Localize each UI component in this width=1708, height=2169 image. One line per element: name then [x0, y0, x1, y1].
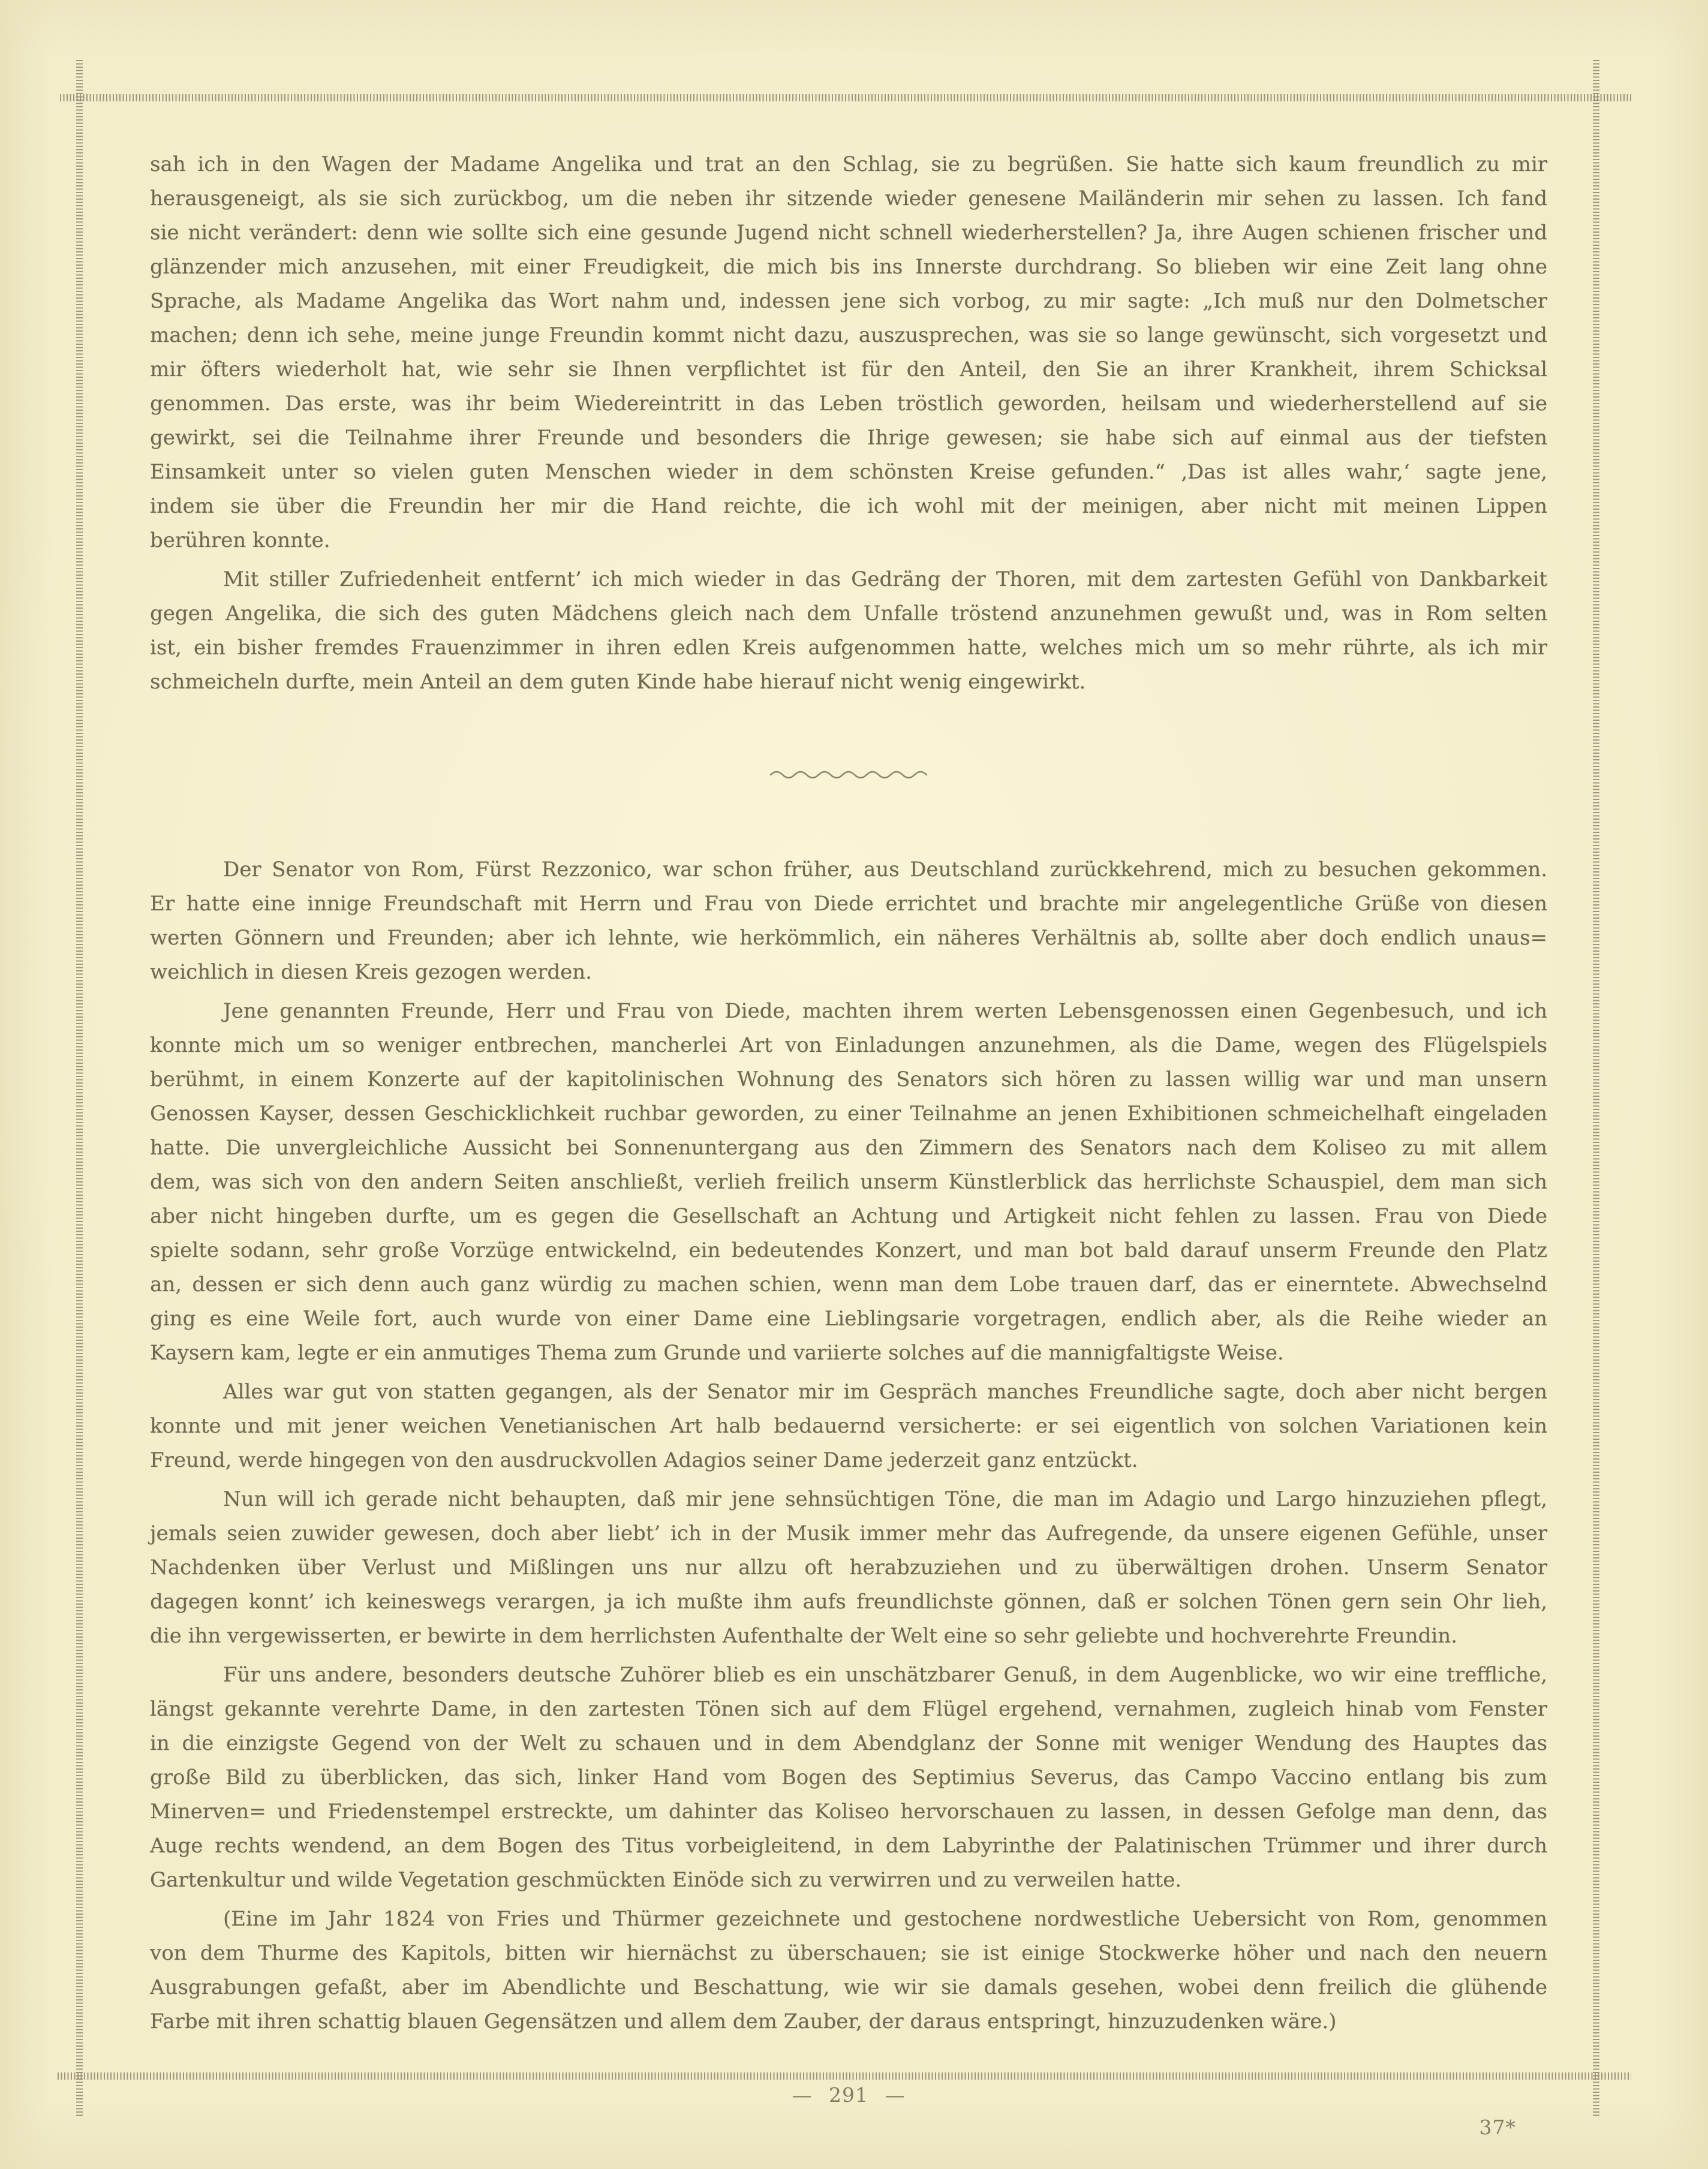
- text-line: die ihn vergewisserten, er bewirte in dem herrlichsten Aufenthalte der Welt eine so sehr geliebte und hochverehrte Freundin.: [150, 1624, 1457, 1648]
- text-line: Kaysern kam, legte er ein anmutiges Thema zum Grunde und variierte solches auf die mannigfaltigste Weise.: [150, 1341, 1284, 1365]
- frame-left-rule: [76, 60, 83, 2118]
- text-line: indem sie über die Freundin her mir die Hand reichte, die ich wohl mit der meinigen, aber nicht mit meinen Lippen: [150, 494, 1547, 518]
- text-line: Einsamkeit unter so vielen guten Menschen wieder in dem schönsten Kreise gefunden.“ ‚Das ist alles wahr,‘ sagte jene,: [150, 460, 1547, 484]
- text-line: längst gekannte verehrte Dame, in den zartesten Tönen sich auf dem Flügel ergehend, vernahmen, zugleich hinab vom Fenster: [150, 1697, 1547, 1721]
- text-line: Minerven= und Friedenstempel erstreckte, um dahinter das Koliseo hervorschauen zu lassen, in dessen Gefolge man denn, das: [150, 1800, 1547, 1824]
- text-line: werten Gönnern und Freunden; aber ich lehnte, wie herkömmlich, ein näheres Verhältnis ab, sollte aber doch endlich unaus=: [150, 926, 1547, 950]
- text-line: Mit stiller Zufriedenheit entfernt’ ich mich wieder in das Gedräng der Thoren, mit dem zartesten Gefühl von Dankbarkeit: [223, 567, 1547, 591]
- page-number: — 291 —: [792, 2083, 906, 2107]
- section-divider: [150, 699, 1547, 848]
- frame-bottom-rule: [58, 2072, 1631, 2080]
- paragraph: [150, 848, 1547, 989]
- text-line: Genossen Kayser, dessen Geschicklichkeit ruchbar geworden, zu einer Teilnahme an jenen Exhibitionen schmeichelhaft eingeladen: [150, 1102, 1547, 1126]
- text-line: gegen Angelika, die sich des guten Mädchens gleich nach dem Unfalle tröstend anzunehmen gewußt und, was in Rom selten: [150, 601, 1547, 625]
- text-line: Alles war gut von statten gegangen, als der Senator mir im Gespräch manches Freundliche sagte, doch aber nicht bergen: [223, 1380, 1547, 1404]
- text-line: jemals seien zuwider gewesen, doch aber liebt’ ich in der Musik immer mehr das Aufregende, da unsere eigenen Gefühle, unser: [150, 1521, 1547, 1545]
- text-line: dagegen konnt’ ich keineswegs verargen, ja ich mußte ihm aufs freundlichste gönnen, daß er solchen Tönen gern sein Ohr lieh,: [150, 1590, 1547, 1614]
- text-line: Auge rechts wendend, an dem Bogen des Titus vorbeigleitend, in dem Labyrinthe der Palatinischen Trümmer und ihrer durch: [150, 1834, 1547, 1858]
- text-line: ging es eine Weile fort, auch wurde von einer Dame eine Lieblingsarie vorgetragen, endlich aber, als die Reihe wieder an: [150, 1307, 1547, 1331]
- text-line: Farbe mit ihren schattig blauen Gegensätzen und allem dem Zauber, der daraus entspringt, hinzuzudenken wäre.): [150, 2009, 1337, 2033]
- text-line: konnte mich um so weniger entbrechen, mancherlei Art von Einladungen anzunehmen, als die Dame, wegen des Flügelspiels: [150, 1033, 1547, 1057]
- text-line: schmeicheln durfte, mein Anteil an dem guten Kinde habe hierauf nicht wenig eingewirkt.: [150, 670, 1086, 694]
- text-line: Freund, werde hingegen von den ausdruckvollen Adagios seiner Dame jederzeit ganz entzückt.: [150, 1448, 1138, 1472]
- text-line: Nachdenken über Verlust und Mißlingen uns nur allzu oft herabzuziehen und zu überwältigen drohen. Unserm Senator: [150, 1556, 1547, 1580]
- text-line: konnte und mit jener weichen Venetianischen Art halb bedauernd versicherte: er sei eigentlich von solchen Variationen kein: [150, 1414, 1547, 1438]
- paragraph: [150, 1897, 1547, 2039]
- text-line: weichlich in diesen Kreis gezogen werden.: [150, 960, 592, 984]
- text-line: von dem Thurme des Kapitols, bitten wir hiernächst zu überschauen; sie ist einige Stockwerke höher und nach den neuern: [150, 1941, 1547, 1965]
- text-line: Gartenkultur und wilde Vegetation geschmückten Einöde sich zu verwirren und zu verweilen hatte.: [150, 1868, 1182, 1892]
- text-line: Nun will ich gerade nicht behaupten, daß mir jene sehnsüchtigen Töne, die man im Adagio und Largo hinzuziehen pflegt,: [223, 1487, 1547, 1511]
- paragraph: [150, 1478, 1547, 1653]
- text-line: berühmt, in einem Konzerte auf der kapitolinischen Wohnung des Senators sich hören zu lassen willig war und man unsern: [150, 1067, 1547, 1091]
- text-line: Der Senator von Rom, Fürst Rezzonico, war schon früher, aus Deutschland zurückkehrend, mich zu besuchen gekommen.: [223, 858, 1547, 882]
- page-text: [150, 148, 1547, 2039]
- wavy-divider-icon: [768, 766, 930, 781]
- paragraph: [150, 1653, 1547, 1897]
- text-line: (Eine im Jahr 1824 von Fries und Thürmer gezeichnete und gestochene nordwestliche Uebersicht von Rom, genommen: [223, 1907, 1547, 1931]
- paragraph: [150, 989, 1547, 1370]
- text-line: machen; denn ich sehe, meine junge Freundin kommt nicht dazu, auszusprechen, was sie so lange gewünscht, sich vorgesetzt und: [150, 323, 1547, 347]
- text-line: in die einzigste Gegend von der Welt zu schauen und in dem Abendglanz der Sonne mit weniger Wendung des Hauptes das: [150, 1731, 1547, 1755]
- text-line: berühren konnte.: [150, 528, 330, 552]
- printer-signature-mark: 37*: [1479, 2116, 1516, 2139]
- text-line: genommen. Das erste, was ihr beim Wiedereintritt in das Leben tröstlich geworden, heilsam und wiederherstellend auf sie: [150, 392, 1547, 416]
- paragraph: [150, 1370, 1547, 1478]
- text-line: glänzender mich anzusehen, mit einer Freudigkeit, die mich bis ins Innerste durchdrang. So blieben wir eine Zeit lang ohne: [150, 255, 1547, 279]
- text-line: große Bild zu überblicken, das sich, linker Hand vom Bogen des Septimius Severus, das Campo Vaccino entlang bis zum: [150, 1765, 1547, 1789]
- frame-top-rule: [60, 94, 1631, 101]
- text-line: Ausgrabungen gefaßt, aber im Abendlichte und Beschattung, wie wir sie damals gesehen, wobei denn freilich die glühende: [150, 1975, 1547, 1999]
- text-line: an, dessen er sich denn auch ganz würdig zu machen schien, wenn man dem Lobe trauen darf, das er einerntete. Abwechselnd: [150, 1272, 1547, 1296]
- text-line: mir öfters wiederholt hat, wie sehr sie Ihnen verpflichtet ist für den Anteil, den Sie an ihrer Krankheit, ihrem Schicksal: [150, 357, 1547, 381]
- text-line: spielte sodann, sehr große Vorzüge entwickelnd, ein bedeutendes Konzert, und man bot bald darauf unserm Freunde den Platz: [150, 1238, 1547, 1262]
- text-line: aber nicht hingeben durfte, um es gegen die Gesellschaft an Achtung und Artigkeit nicht fehlen zu lassen. Frau von Diede: [150, 1204, 1547, 1228]
- text-line: hatte. Die unvergleichliche Aussicht bei Sonnenuntergang aus den Zimmern des Senators nach dem Koliseo zu mit allem: [150, 1136, 1547, 1160]
- text-line: Er hatte eine innige Freundschaft mit Herrn und Frau von Diede errichtet und brachte mir angelegentliche Grüße von diesen: [150, 892, 1547, 916]
- text-line: sah ich in den Wagen der Madame Angelika und trat an den Schlag, sie zu begrüßen. Sie hatte sich kaum freundlich zu mir: [150, 152, 1547, 176]
- text-line: sie nicht verändert: denn wie sollte sich eine gesunde Jugend nicht schnell wiederherstellen? Ja, ihre Augen schienen frischer und: [150, 221, 1547, 245]
- text-line: gewirkt, sei die Teilnahme ihrer Freunde und besonders die Ihrige gewesen; sie habe sich auf einmal aus der tiefsten: [150, 426, 1547, 450]
- text-line: Sprache, als Madame Angelika das Wort nahm und, indessen jene sich vorbog, zu mir sagte: „Ich muß nur den Dolmetscher: [150, 289, 1547, 313]
- text-line: dem, was sich von den andern Seiten anschließt, verlieh freilich unserm Künstlerblick das herrlichste Schauspiel, dem man sich: [150, 1170, 1547, 1194]
- text-line: herausgeneigt, als sie sich zurückbog, um die neben ihr sitzende wieder genesene Mailänderin mir sehen zu lassen. Ich fand: [150, 186, 1547, 210]
- paragraph: [150, 558, 1547, 699]
- text-line: Für uns andere, besonders deutsche Zuhörer blieb es ein unschätzbarer Genuß, in dem Augenblicke, wo wir eine treffliche,: [223, 1663, 1547, 1687]
- text-line: Jene genannten Freunde, Herr und Frau von Diede, machten ihrem werten Lebensgenossen einen Gegenbesuch, und ich: [223, 999, 1547, 1023]
- paragraph: [150, 148, 1547, 558]
- text-line: ist, ein bisher fremdes Frauenzimmer in ihren edlen Kreis aufgenommen hatte, welches mich um so mehr rührte, als ich mir: [150, 636, 1547, 660]
- frame-right-rule: [1593, 60, 1599, 2118]
